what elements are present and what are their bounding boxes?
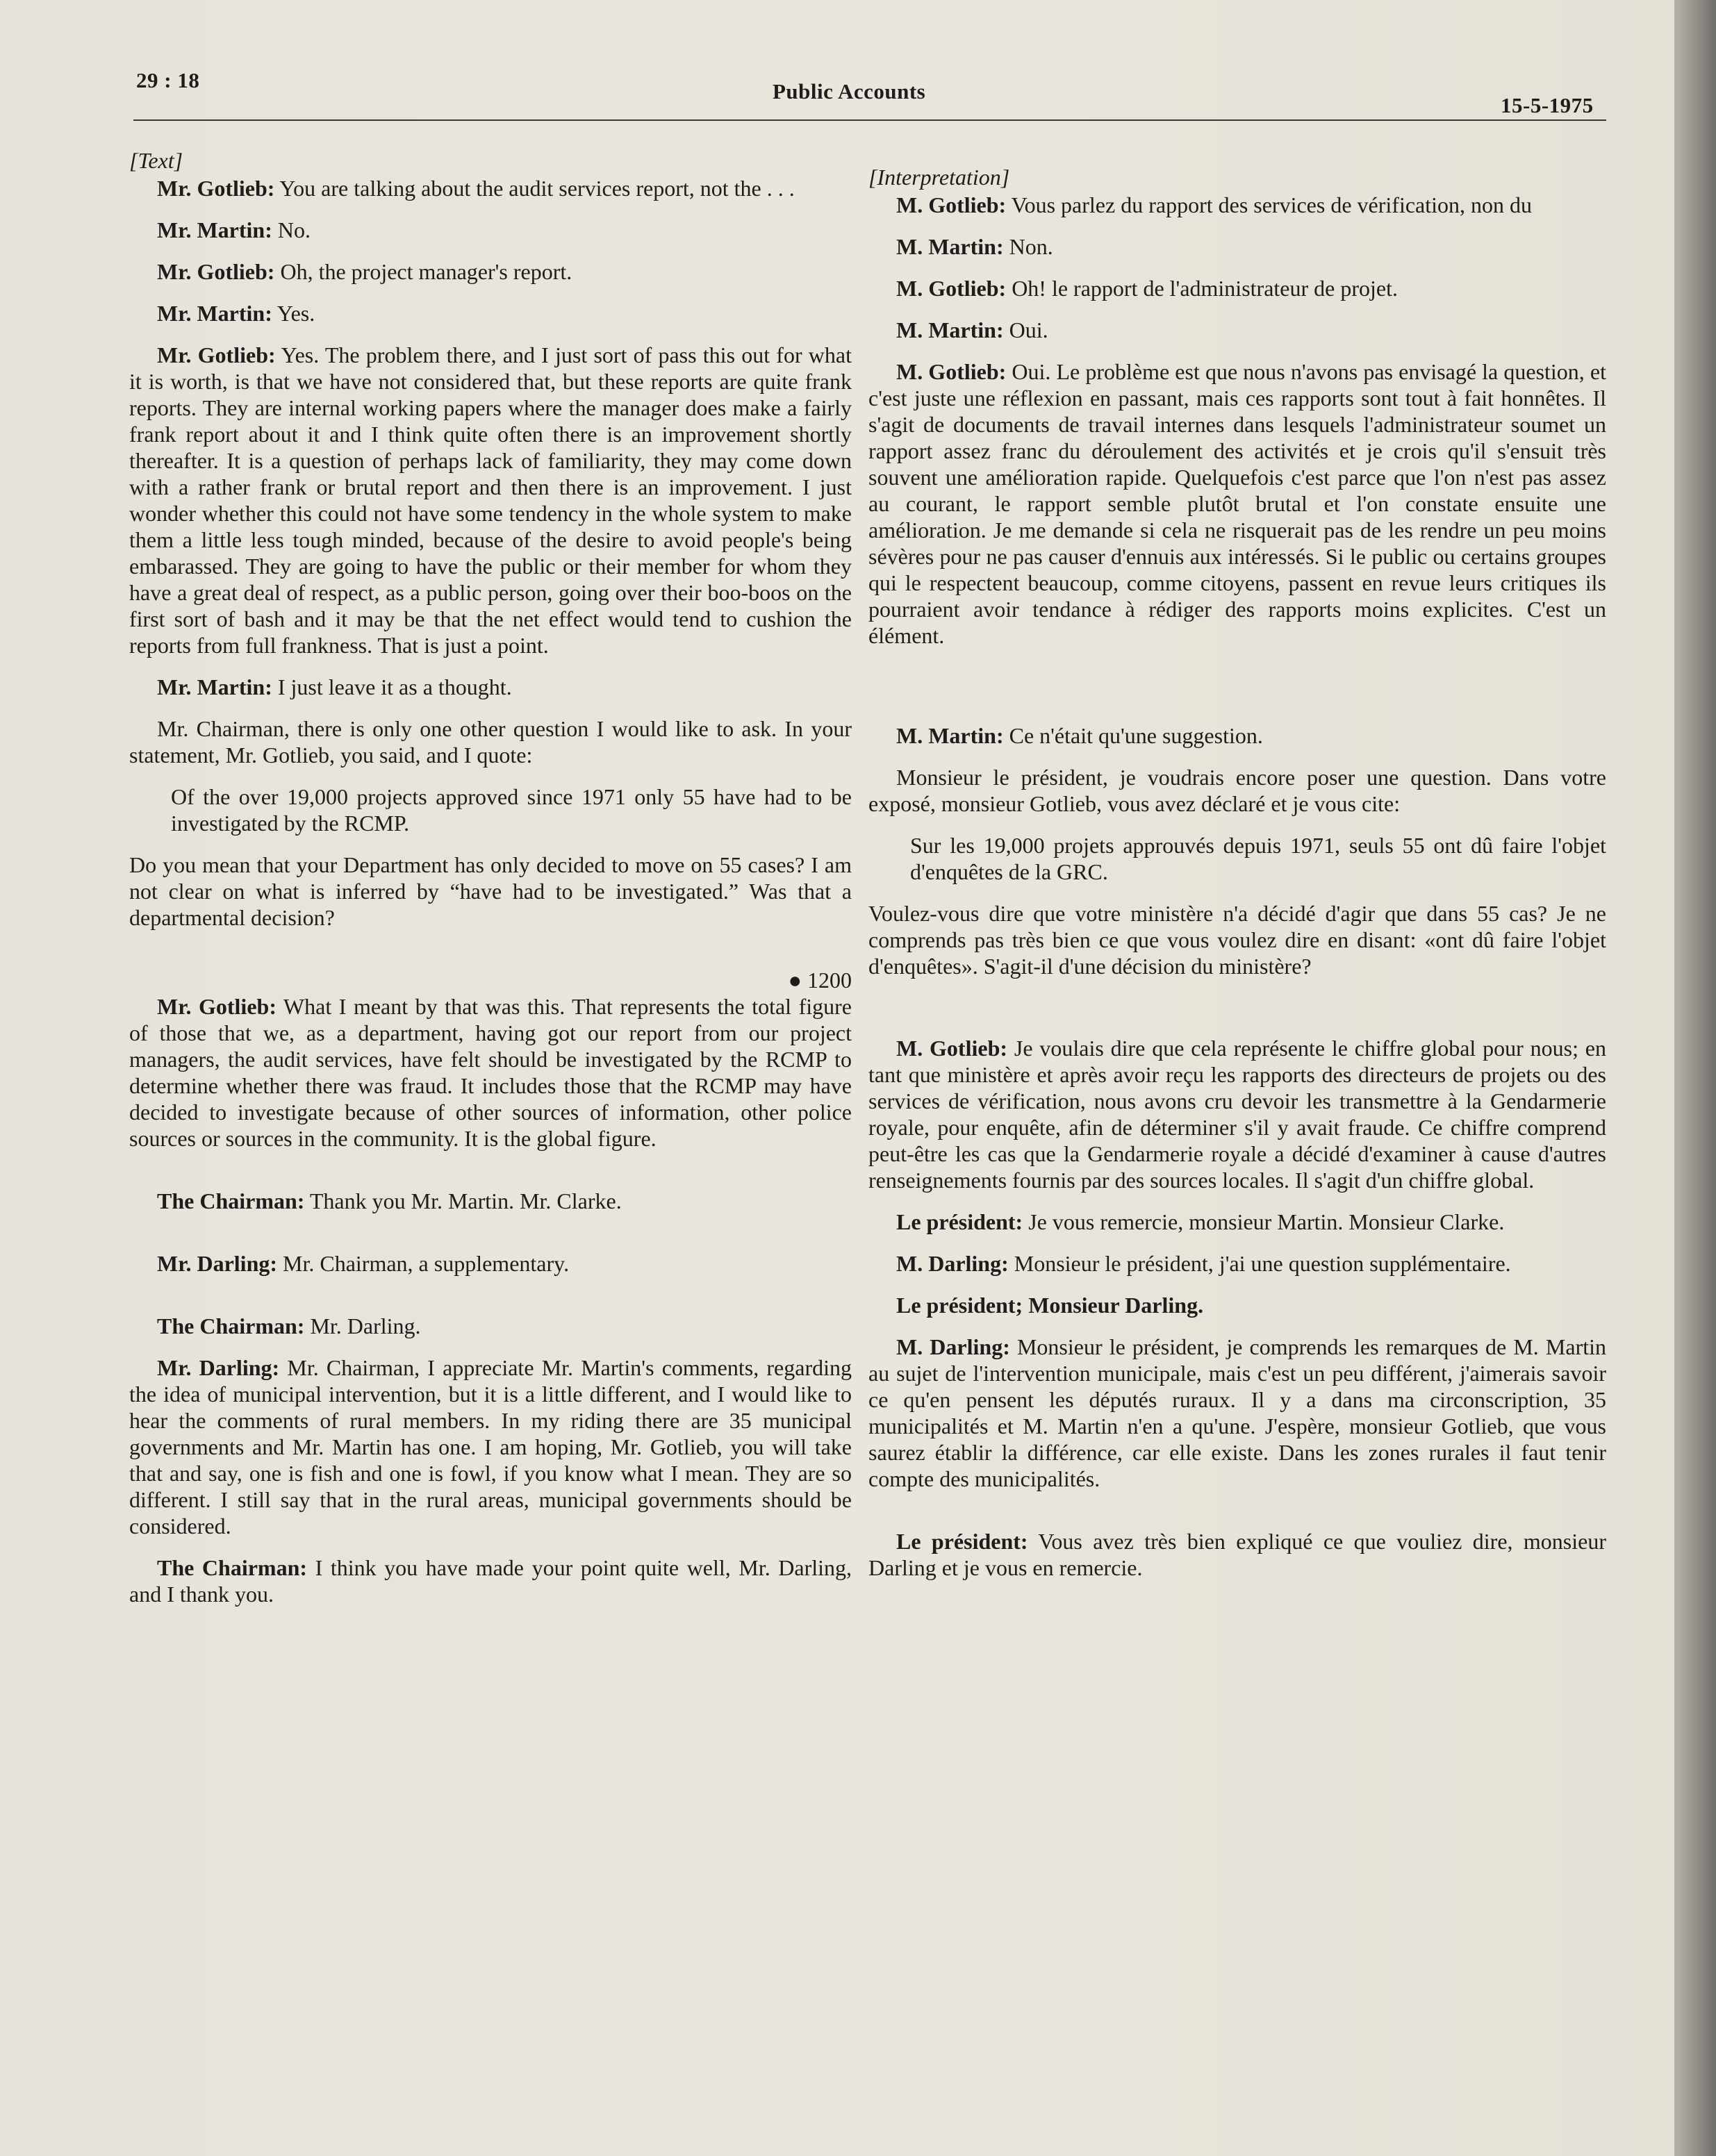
paragraph <box>868 722 1606 749</box>
running-title: Public Accounts <box>773 79 926 103</box>
section-label: [Text] <box>129 148 183 173</box>
paragraph <box>868 1334 1606 1492</box>
paragraph: Do you mean that your Department has only decided to move on 55 cases? I am not clear on what is inferred by “have had to be investigated.” Was that a departmental decision? <box>129 852 852 930</box>
paragraph <box>129 1354 852 1539</box>
paragraph <box>129 993 852 1152</box>
speaker: The Chairman: <box>157 1555 308 1580</box>
paragraph <box>868 1250 1606 1277</box>
paragraph <box>129 1250 852 1277</box>
speaker: The Chairman: <box>157 1313 305 1338</box>
paragraph <box>129 342 852 658</box>
speech: Monsieur le président, je comprends les remarques de M. Martin au sujet de l'intervention municipale, mais c'est un peu différent, j'aimerais savoir ce qu'en pensent les députés ruraux. Il y a dans ma circonscription, 35 municipalités et M. Martin n'en a qu'une. J'espère, monsieur Gotlieb, que vous saurez établir la différence, car elle existe. Dans les zones rurales il faut tenir compte des municipalités. <box>868 1334 1607 1491</box>
speaker: Mr. Darling: <box>157 1355 280 1380</box>
paragraph <box>129 1188 852 1214</box>
speech: Yes. <box>272 301 315 326</box>
speech: I think you have made your point quite well, Mr. Darling, and I thank you. <box>129 1555 852 1607</box>
speaker-line: Le président; Monsieur Darling. <box>896 1293 1204 1318</box>
speech: Mr. Chairman, a supplementary. <box>277 1251 570 1276</box>
speech: Oui. <box>1003 317 1048 342</box>
block-quote: Of the over 19,000 projects approved since 1971 only 55 have had to be investigated by the RCMP. <box>171 784 852 836</box>
page-date: 15-5-1975 <box>1501 93 1594 117</box>
speaker: Le président: <box>896 1209 1023 1234</box>
speaker: M. Martin: <box>896 317 1004 342</box>
speaker: M. Gotlieb: <box>896 359 1007 384</box>
speech: Thank you Mr. Martin. Mr. Clarke. <box>304 1188 622 1213</box>
paragraph <box>129 300 852 326</box>
header-rule <box>133 119 1606 121</box>
speech: Je vous remercie, monsieur Martin. Monsieur Clarke. <box>1023 1209 1505 1234</box>
paragraph <box>129 1554 852 1607</box>
speech: Oui. Le problème est que nous n'avons pas envisagé la question, et c'est juste une réflexion en passant, mais ces rapports sont tout à fait honnêtes. Il s'agit de documents de travail internes dans lesquels l'administrateur soumet un rapport assez franc du déroulement des activités et je crois qu'il s'ensuit très souvent une amélioration rapide. Quelquefois c'est parce que l'on n'est pas assez au courant, le rapport semble plutôt brutal et l'on constate ensuite une amélioration. Je me demande si cela ne risquerait pas de les rendre un peu moins sévères pour ne pas causer d'ennuis aux intéressés. Si le public ou certains groupes qui le respectent beaucoup, comme citoyens, passent en revue leurs critiques ils pourraient avoir tendance à rédiger des rapports moins explicites. C'est un élément. <box>868 359 1607 648</box>
speech: Non. <box>1003 234 1053 259</box>
speaker: Mr. Martin: <box>157 674 272 699</box>
speech: Yes. The problem there, and I just sort of pass this out for what it is worth, is that we have not considered that, but these reports are quite frank reports. They are internal working papers where the manager does make a fairly frank report about it and I think quite often there is an improvement shortly thereafter. It is a question of perhaps lack of familiarity, they may come down with a rather frank or brutal report and then there is an improvement. I just wonder whether this could not have some tendency in the whole system to make them a little less tough minded, because of the desire to avoid people's being embarassed. They are going to have the public or their member for whom they have a great deal of respect, as a public person, going over their boo-boos on the first sort of bash and it may be that the net effect would tend to cushion the reports from full frankness. That is just a point. <box>129 342 852 658</box>
speaker: Mr. Darling: <box>157 1251 278 1276</box>
speech: Mr. Chairman, I appreciate Mr. Martin's comments, regarding the idea of municipal intervention, but it is a little different, and I would like to hear the comments of rural members. In my riding there are 35 municipal governments and Mr. Martin has one. I am hoping, Mr. Gotlieb, you will take that and say, one is fish and one is fowl, if you know what I mean. They are so different. I still say that in the rural areas, municipal governments should be considered. <box>129 1355 852 1539</box>
paragraph <box>129 674 852 700</box>
paragraph <box>129 217 852 243</box>
speaker: M. Darling: <box>896 1334 1010 1359</box>
paragraph: Monsieur le président, je voudrais encore poser une question. Dans votre exposé, monsieur Gotlieb, vous avez déclaré et je vous cite: <box>868 765 1606 816</box>
block-quote: Sur les 19,000 projets approuvés depuis 1971, seuls 55 ont dû faire l'objet d'enquêtes de la GRC. <box>910 833 1606 884</box>
speech: Monsieur le président, j'ai une question supplémentaire. <box>1008 1251 1511 1276</box>
speech: Je voulais dire que cela représente le chiffre global pour nous; en tant que ministère et après avoir reçu les rapports des directeurs de projets ou des services de vérification, nous avons cru devoir les transmettre à la Gendarmerie royale, pour enquête, afin de déterminer s'il y avait fraude. Ce chiffre comprend peut-être les cas que la Gendarmerie royale a décidé d'examiner à cause d'autres renseignements fournis par des sources locales. Il s'agit d'un chiffre global. <box>868 1036 1607 1193</box>
speaker: M. Martin: <box>896 723 1004 748</box>
speaker: M. Darling: <box>896 1251 1009 1276</box>
section-label: [Interpretation] <box>868 165 1010 190</box>
speaker: Mr. Martin: <box>157 301 272 326</box>
speech: What I meant by that was this. That represents the total figure of those that we, as a department, having got our report from our project managers, the audit services, have felt should be investigated by the RCMP to determine whether there was fraud. It includes those that the RCMP may have decided to investigate because of other sources of information, other police sources or sources in the community. It is the global figure. <box>129 994 852 1151</box>
speech: No. <box>272 217 311 242</box>
paragraph <box>868 1035 1606 1193</box>
page-number: 29 : 18 <box>136 68 200 92</box>
speaker: M. Gotlieb: <box>896 276 1007 301</box>
paragraph <box>129 1313 852 1339</box>
paragraph <box>868 317 1606 343</box>
paragraph <box>868 1209 1606 1235</box>
speaker: Le président: <box>896 1529 1028 1554</box>
english-column <box>129 147 852 1623</box>
speech: Oh, the project manager's report. <box>274 259 572 284</box>
paragraph <box>868 1528 1606 1581</box>
speech: Vous parlez du rapport des services de vérification, non du <box>1006 192 1533 217</box>
page-binding-edge <box>1674 0 1716 2156</box>
paragraph <box>868 192 1606 218</box>
paragraph <box>868 358 1606 649</box>
speaker: M. Gotlieb: <box>896 1036 1008 1061</box>
speech: Vous avez très bien expliqué ce que vouliez dire, monsieur Darling et je vous en remercie. <box>868 1529 1607 1580</box>
speaker: The Chairman: <box>157 1188 305 1213</box>
speech: I just leave it as a thought. <box>272 674 512 699</box>
paragraph: Mr. Chairman, there is only one other question I would like to ask. In your statement, Mr. Gotlieb, you said, and I quote: <box>129 716 852 768</box>
speech: Mr. Darling. <box>304 1313 421 1338</box>
french-column <box>868 164 1606 1596</box>
speaker: Mr. Gotlieb: <box>157 994 277 1019</box>
paragraph <box>868 275 1606 301</box>
speaker: M. Martin: <box>896 234 1004 259</box>
speaker: Mr. Gotlieb: <box>157 342 276 367</box>
speech: Ce n'était qu'une suggestion. <box>1003 723 1263 748</box>
speaker: Mr. Gotlieb: <box>157 176 275 201</box>
paragraph <box>868 233 1606 260</box>
time-marker: ● 1200 <box>788 968 852 993</box>
paragraph <box>129 175 852 201</box>
paragraph <box>129 258 852 285</box>
speaker: Mr. Martin: <box>157 217 272 242</box>
speaker: M. Gotlieb: <box>896 192 1007 217</box>
paragraph <box>868 1292 1606 1318</box>
speech: You are talking about the audit services report, not the . . . <box>274 176 795 201</box>
speech: Oh! le rapport de l'administrateur de projet. <box>1006 276 1398 301</box>
paragraph: Voulez-vous dire que votre ministère n'a décidé d'agir que dans 55 cas? Je ne comprends pas très bien ce que vous voulez dire en disant: «ont dû faire l'objet d'enquêtes». S'agit-il d'une décision du ministère? <box>868 901 1606 979</box>
speaker: Mr. Gotlieb: <box>157 259 275 284</box>
